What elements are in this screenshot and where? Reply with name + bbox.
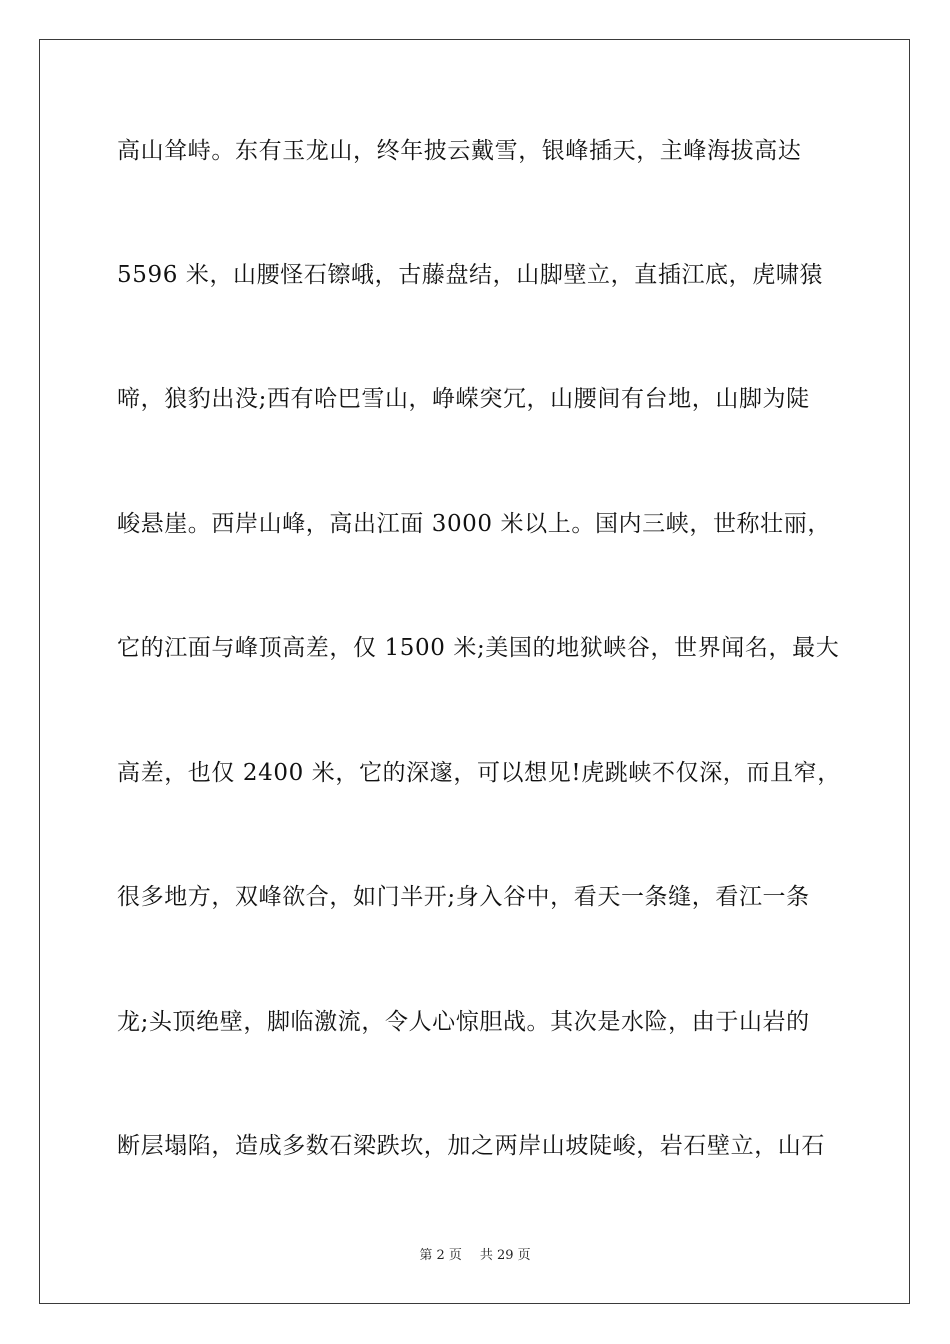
body-text-line: 它的江面与峰顶高差，仅 1500 米;美国的地狱峡谷，世界闻名，最大 (117, 635, 840, 661)
page-border (39, 39, 910, 1304)
page-footer (0, 1247, 950, 1265)
body-text-line: 高山耸峙。东有玉龙山，终年披云戴雪，银峰插天，主峰海拔高达 (117, 138, 802, 164)
body-text-line: 很多地方，双峰欲合，如门半开;身入谷中，看天一条缝，看江一条 (117, 884, 810, 910)
body-text-line: 啼，狼豹出没;西有哈巴雪山，峥嵘突冗，山腰间有台地，山脚为陡 (117, 386, 810, 412)
body-text-line: 龙;头顶绝壁，脚临激流，令人心惊胆战。其次是水险，由于山岩的 (117, 1009, 810, 1035)
body-text-line: 断层塌陷，造成多数石梁跌坎，加之两岸山坡陡峻，岩石壁立，山石 (117, 1133, 825, 1159)
page-number: 第 2 页 (419, 1248, 462, 1263)
body-text-line: 5596 米，山腰怪石镲峨，古藤盘结，山脚壁立，直插江底，虎啸猿 (117, 262, 824, 288)
body-text-line: 峻悬崖。西岸山峰，高出江面 3000 米以上。国内三峡，世称壮丽， (117, 511, 831, 537)
page-total: 共 29 页 (479, 1248, 531, 1263)
body-text-line: 高差，也仅 2400 米，它的深邃，可以想见!虎跳峡不仅深，而且窄， (117, 760, 841, 786)
